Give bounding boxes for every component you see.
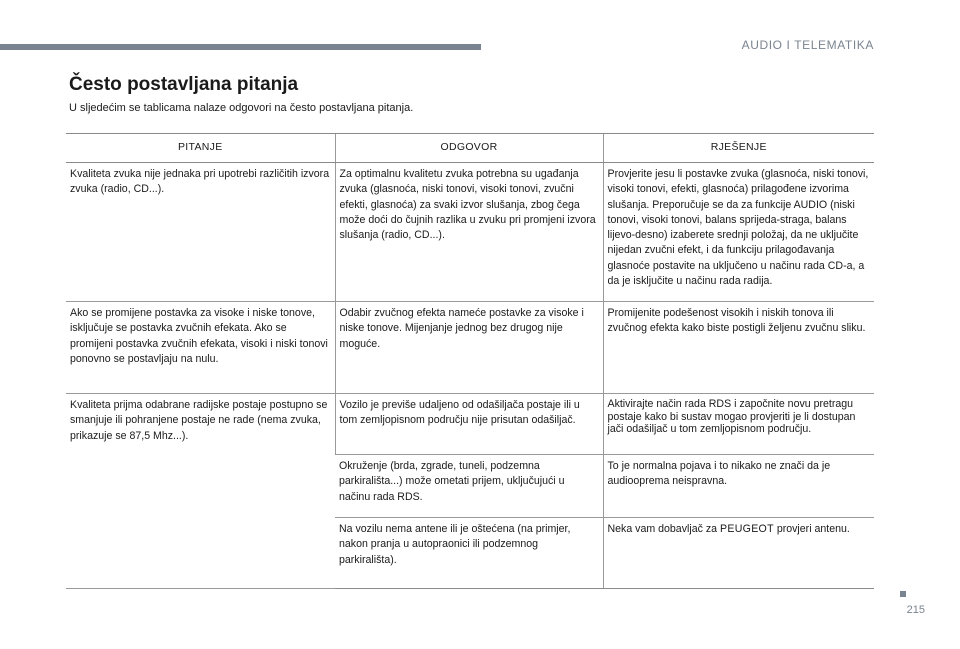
table-row bbox=[66, 394, 874, 455]
solution-cell: Promijenite podešenost visokih i niskih tonova ili zvučnog efekta kako biste postigli željenu zvučnu sliku. bbox=[603, 302, 874, 394]
column-header-answer: ODGOVOR bbox=[335, 134, 603, 163]
page-number: 215 bbox=[906, 604, 925, 616]
section-label: AUDIO I TELEMATIKA bbox=[741, 38, 874, 52]
intro-text: U sljedećim se tablicama nalaze odgovori na često postavljana pitanja. bbox=[69, 102, 414, 114]
table-header-row bbox=[66, 134, 874, 163]
question-cell: Kvaliteta zvuka nije jednaka pri upotrebi različitih izvora zvuka (radio, CD...). bbox=[66, 163, 335, 302]
column-header-solution: RJEŠENJE bbox=[603, 134, 874, 163]
solution-cell bbox=[603, 518, 874, 589]
table-row bbox=[66, 163, 874, 302]
column-header-question: PITANJE bbox=[66, 134, 335, 163]
question-cell: Ako se promijene postavka za visoke i niske tonove, isključuje se postavka zvučnih efekata. Ako se promijeni postavka zvučnih efekata, visoki i niski tonovi ponovno se postavljaju na nulu. bbox=[66, 302, 335, 394]
answer-cell: Odabir zvučnog efekta nameće postavke za visoke i niske tonove. Mijenjanje jednog bez drugog nije moguće. bbox=[335, 302, 603, 394]
solution-cell: To je normalna pojava i to nikako ne znači da je audiooprema neispravna. bbox=[603, 455, 874, 518]
solution-cell: Provjerite jesu li postavke zvuka (glasnoća, niski tonovi, visoki tonovi, efekti, glasnoća) prilagođene izvorima slušanja. Preporučuje se da za funkcije AUDIO (niski tonovi, visoki tonovi, balans sprijeda-straga, balans lijevo-desno) izaberete srednji položaj, da ne uključite nijedan zvučni efekt, i da funkciju prilagođavanja glasnoće postavite na uključeno u načinu rada CD-a, a da je isključite u načinu rada radija. bbox=[603, 163, 874, 302]
page-title: Često postavljana pitanja bbox=[69, 74, 299, 95]
solution-cell bbox=[603, 394, 874, 455]
page-marker-square bbox=[900, 591, 906, 597]
solution-suffix: provjeri antenu. bbox=[773, 523, 850, 535]
header-accent-bar bbox=[0, 44, 481, 50]
brand-name: PEUGEOT bbox=[719, 523, 774, 535]
answer-cell: Za optimalnu kvalitetu zvuka potrebna su ugađanja zvuka (glasnoća, niski tonovi, visoki tonovi, zvučni efekti, glasnoća) za svaki izvor slušanja, zbog čega može doći do čujnih razlika u zvuku pri promjeni izvora slušanja (radio, CD...). bbox=[335, 163, 603, 302]
answer-cell: Okruženje (brda, zgrade, tuneli, podzemna parkirališta...) može ometati prijem, uključujući u načinu rada RDS. bbox=[335, 455, 603, 518]
answer-cell: Na vozilu nema antene ili je oštećena (na primjer, nakon pranja u autopraonici ili podzemnog parkirališta). bbox=[335, 518, 603, 589]
answer-cell: Vozilo je previše udaljeno od odašiljača postaje ili u tom zemljopisnom području nije prisutan odašiljač. bbox=[335, 394, 603, 455]
question-cell: Kvaliteta prijma odabrane radijske postaje postupno se smanjuje ili pohranjene postaje ne rade (nema zvuka, prikazuje se 87,5 Mhz...). bbox=[66, 394, 335, 589]
table-row bbox=[66, 302, 874, 394]
solution-text: Aktivirajte način rada RDS i započnite novu pretragu postaje kako bi sustav mogao provjeriti je li dostupan jači odašiljač u tom zemljopisnom području. bbox=[607, 398, 856, 435]
solution-prefix: Neka vam dobavljač za bbox=[607, 523, 720, 535]
faq-table bbox=[66, 133, 874, 589]
